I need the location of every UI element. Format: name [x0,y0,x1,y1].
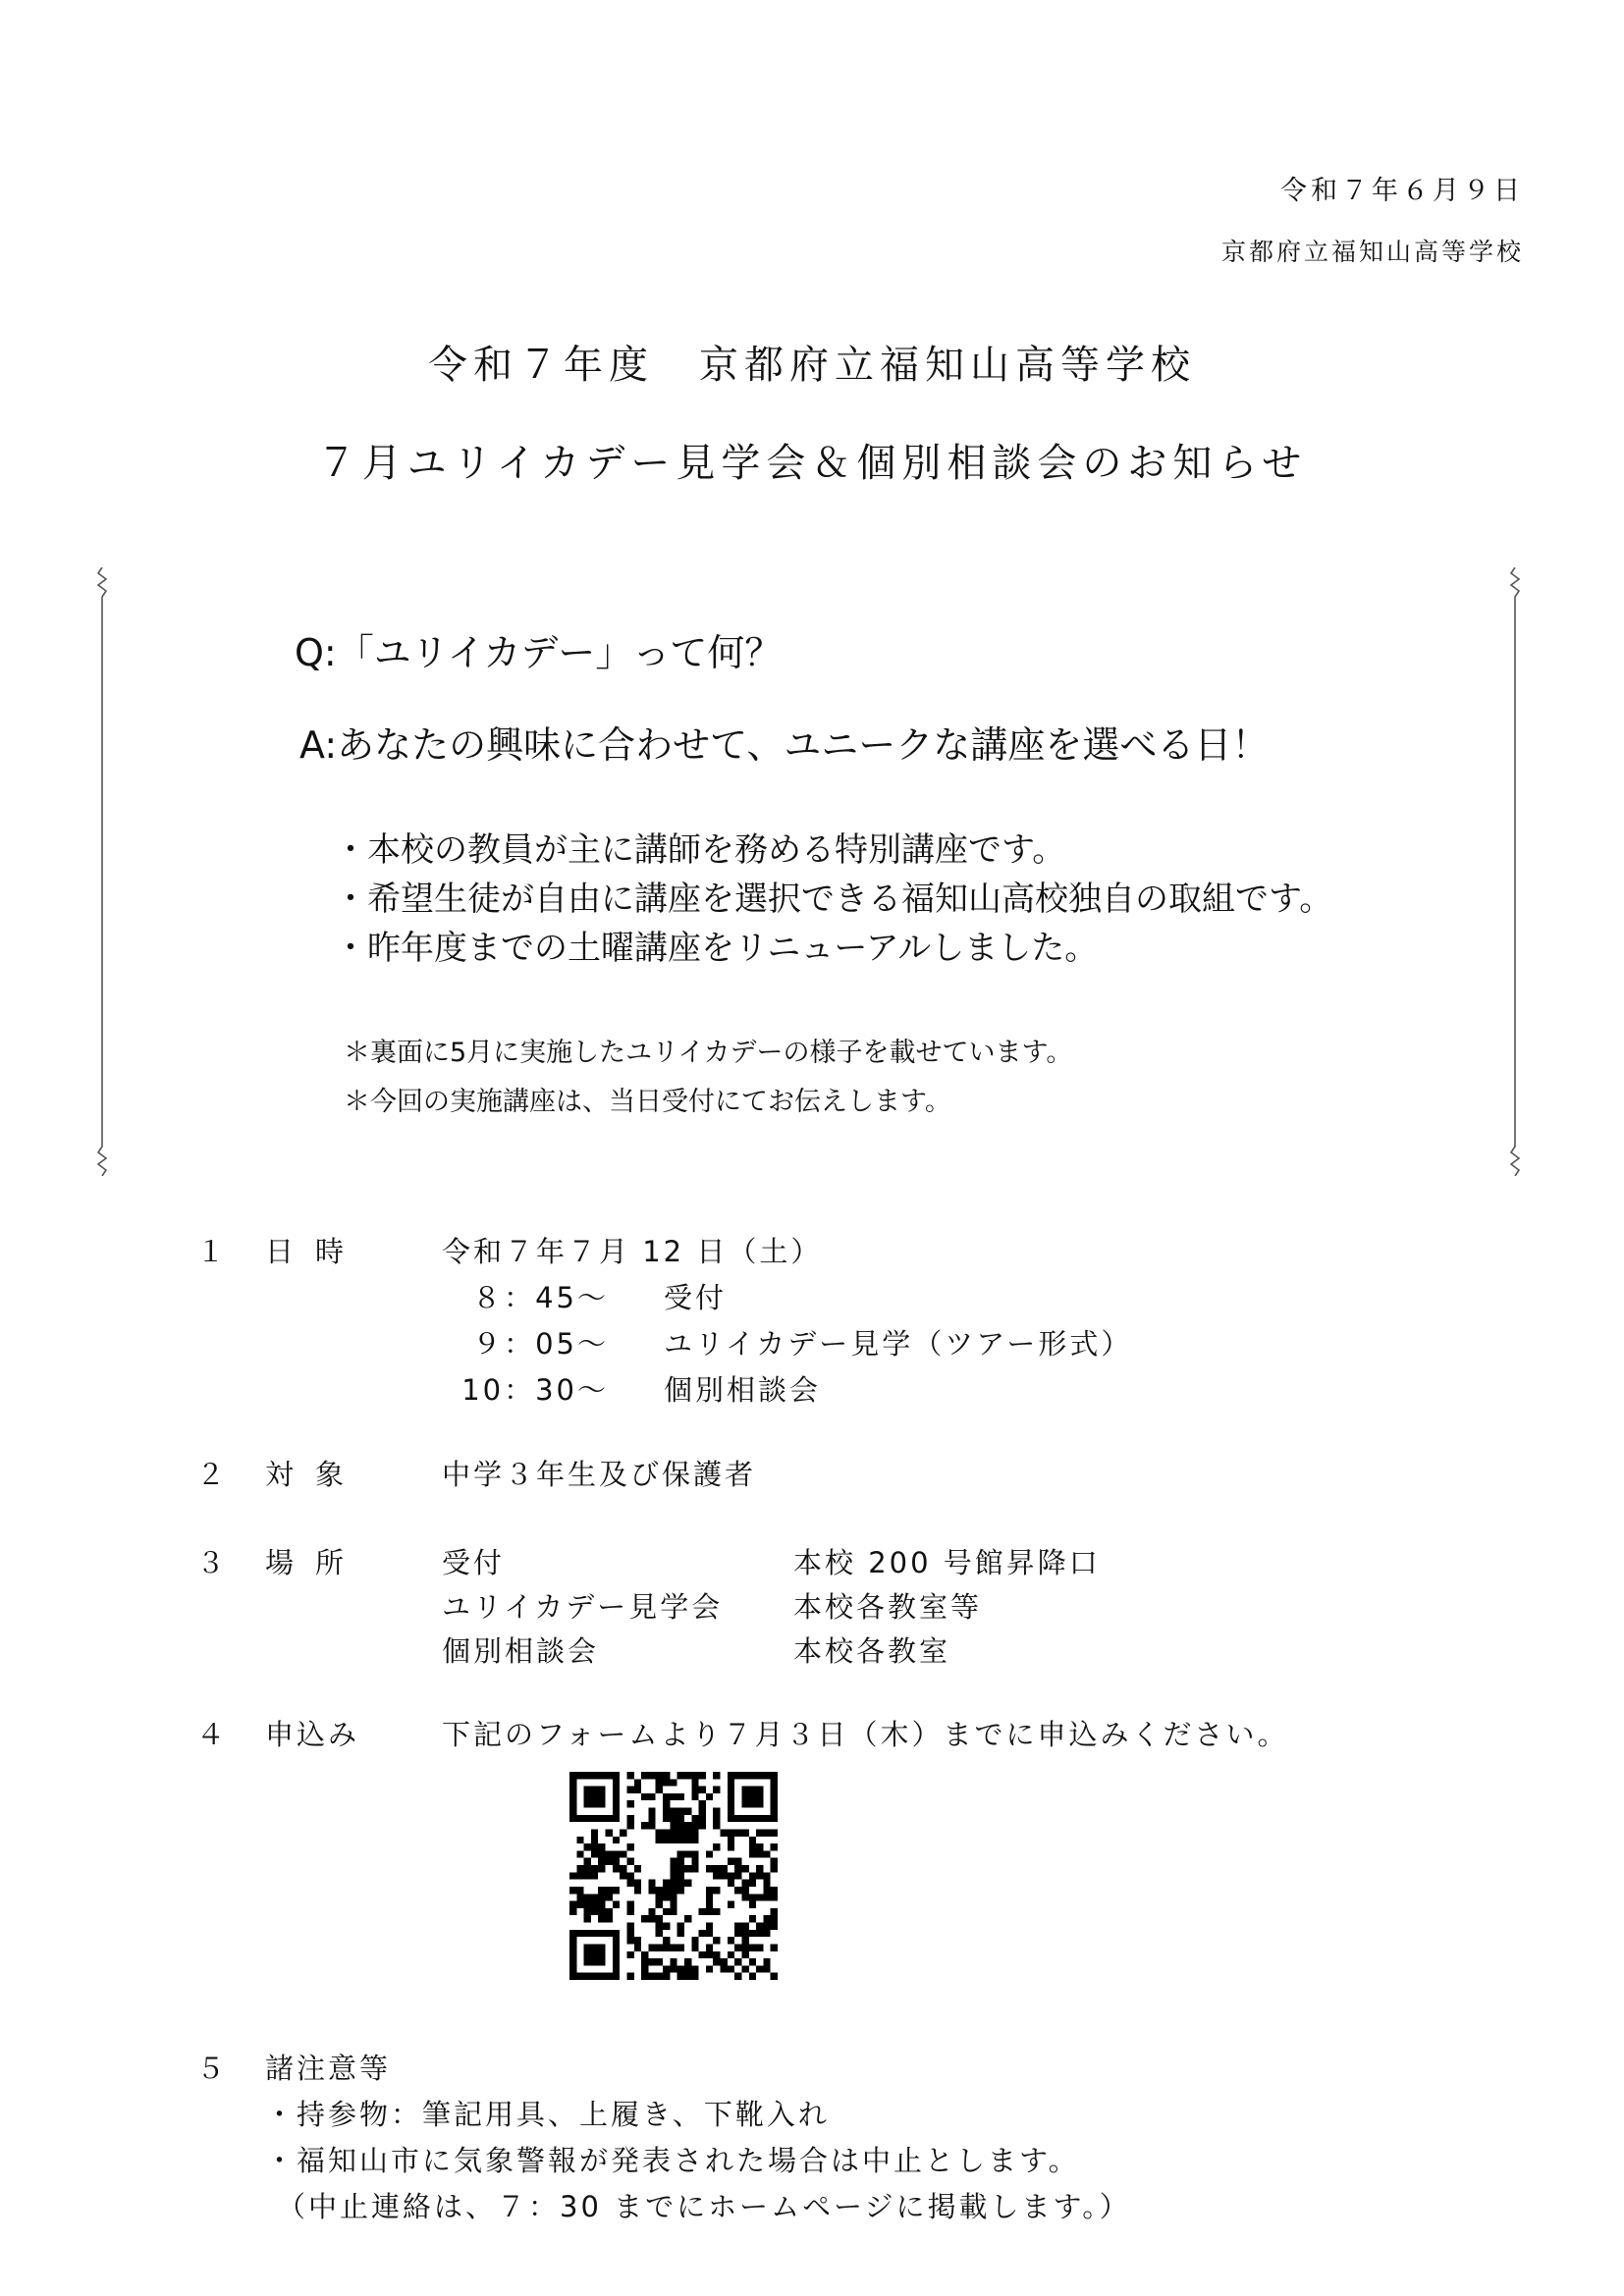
place-location: 本校 200 号館昇降口 [793,1546,1101,1579]
item-number: ４ [196,1718,229,1751]
target-value: 中学３年生及び保護者 [442,1458,757,1491]
note-line: ・福知山市に気象警報が発表された場合は中止とします。 [265,2144,1080,2177]
intro-answer: A:あなたの興味に合わせて、ユニークな講座を選べる日！ [299,723,1270,767]
school-name: 京都府立福知山高等学校 [1220,238,1524,266]
schedule-label: ユリイカデー見学（ツアー形式） [664,1327,1133,1361]
schedule-time: ８：45～ [472,1281,609,1314]
schedule-label: 受付 [664,1281,728,1314]
item-label-datetime: 日時 [265,1235,366,1268]
note-line: ・持参物：筆記用具、上履き、下靴入れ [265,2098,830,2131]
intro-question: Q:「ユリイカデー」って何？ [295,631,783,674]
intro-bullet: ・希望生徒が自由に講座を選択できる福知山高校独自の取組です。 [334,880,1333,919]
place-name: 個別相談会 [442,1634,600,1668]
qr-code-icon[interactable] [569,1772,778,1980]
item-label-target: 対象 [265,1458,366,1491]
apply-instructions: 下記のフォームより７月３日（木）までに申込みください。 [442,1718,1289,1751]
issue-date: 令和７年６月９日 [1280,176,1524,206]
note-line: （中止連絡は、７：30 までにホームページに掲載します。） [277,2190,1131,2223]
box-right-border [1507,567,1523,1176]
page-title-line2: ７月ユリイカデー見学会＆個別相談会のお知らせ [316,441,1308,486]
place-location: 本校各教室 [793,1634,951,1668]
schedule-time: 10：30～ [461,1373,609,1407]
box-left-border [94,567,110,1176]
intro-bullet: ・昨年度までの土曜講座をリニューアルしました。 [334,929,1099,968]
item-number: ２ [196,1458,229,1491]
item-label-notes: 諸注意等 [265,2052,392,2085]
intro-bullet: ・本校の教員が主に講師を務める特別講座です。 [334,830,1066,870]
item-number: ３ [196,1546,229,1579]
item-label-place: 場所 [265,1546,366,1579]
event-date: 令和７年７月 12 日（土） [442,1235,823,1268]
place-name: ユリイカデー見学会 [442,1590,724,1624]
schedule-label: 個別相談会 [664,1373,822,1407]
item-number: ５ [196,2052,229,2085]
item-label-apply: 申込み [265,1718,360,1751]
place-name: 受付 [442,1546,506,1579]
intro-note: ＊裏面に5月に実施したユリイカデーの様子を載せています。 [344,1038,1073,1068]
page-title-line1: 令和７年度 京都府立福知山高等学校 [428,343,1196,388]
schedule-time: ９：05～ [472,1327,609,1361]
intro-note: ＊今回の実施講座は、当日受付にてお伝えします。 [344,1087,951,1117]
item-number: １ [196,1235,229,1268]
place-location: 本校各教室等 [793,1590,983,1624]
